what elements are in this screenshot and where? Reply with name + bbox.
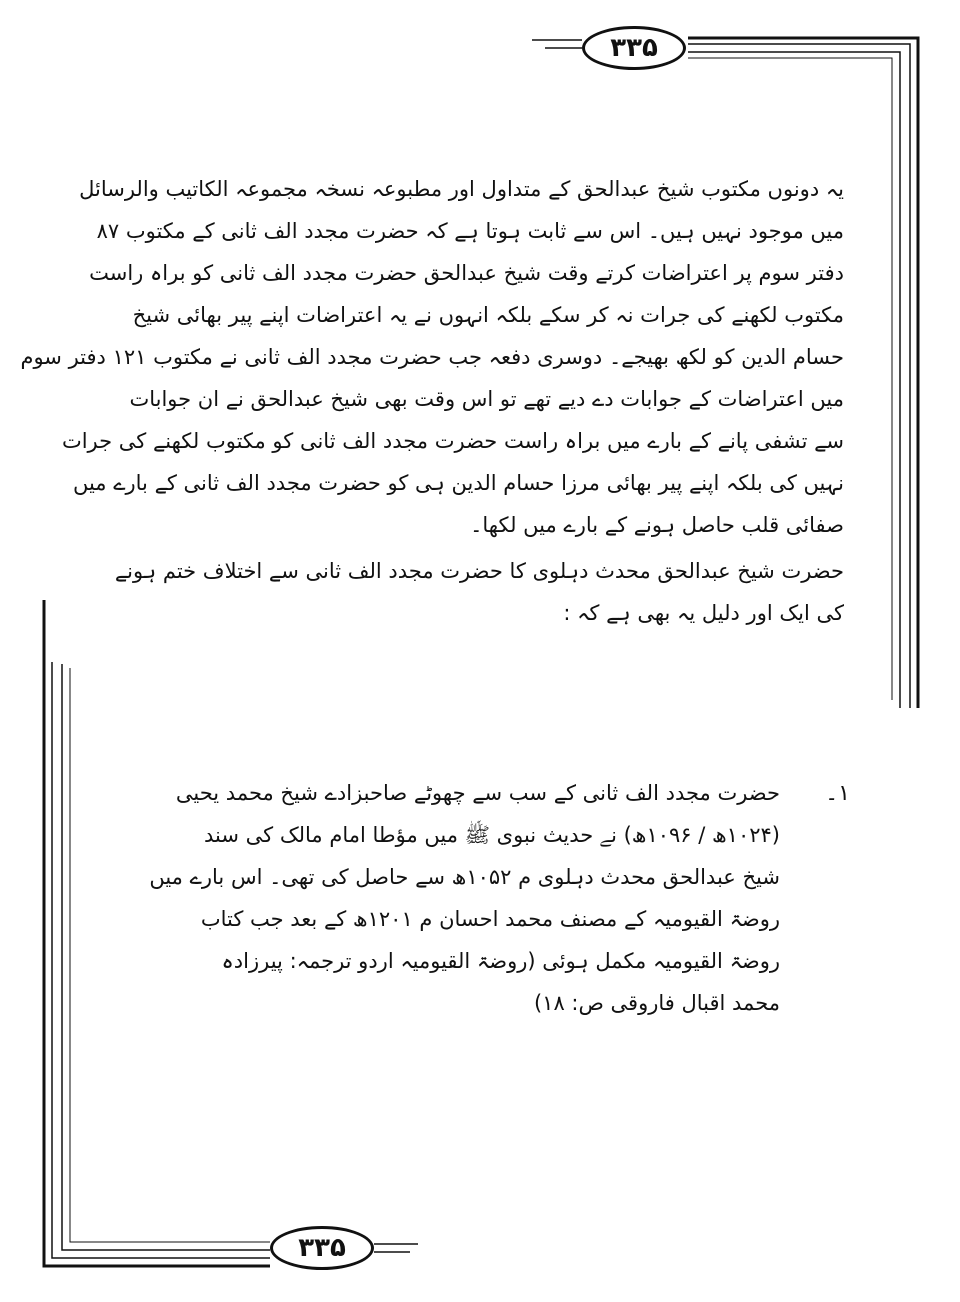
list-item-number: ۱۔ [825, 781, 850, 806]
paragraph-line: میں اعتراضات کے جوابات دے دیے تھے تو اس وقت بھی شیخ عبدالحق نے ان جوابات [129, 387, 844, 411]
list-item-line: روضۃ القیومیہ کے مصنف محمد احسان م ۱۲۰۱ھ کے بعد جب کتاب [200, 907, 780, 931]
list-item-line: روضۃ القیومیہ مکمل ہوئی (روضۃ القیومیہ اردو ترجمہ: پیرزادہ [221, 949, 780, 973]
paragraph-line: مکتوب لکھنے کی جرات نہ کر سکے بلکہ انہوں نے یہ اعتراضات اپنے پیر بھائی شیخ [132, 303, 844, 327]
list-item-line: شیخ عبدالحق محدث دہلوی م ۱۰۵۲ھ سے حاصل کی تھی۔ اس بارے میں [149, 865, 780, 889]
paragraph-line: یہ دونوں مکتوب شیخ عبدالحق کے متداول اور مطبوعہ نسخہ مجموعہ الکاتیب والرسائل [79, 177, 844, 201]
page-number-top: ۳۳۵ [582, 26, 686, 70]
paragraph-line: حسام الدین کو لکھ بھیجے۔ دوسری دفعہ جب حضرت مجدد الف ثانی نے مکتوب ۱۲۱ دفتر سوم [20, 345, 844, 369]
list-item-1 [150, 772, 850, 1024]
paragraph-line: میں موجود نہیں ہیں۔ اس سے ثابت ہوتا ہے کہ حضرت مجدد الف ثانی کے مکتوب ۸۷ [96, 219, 844, 243]
paragraph-line: دفتر سوم پر اعتراضات کرتے وقت شیخ عبدالحق حضرت مجدد الف ثانی کو براہ راست [89, 261, 844, 285]
paragraph-line: نہیں کی بلکہ اپنے پیر بھائی مرزا حسام الدین ہی کو حضرت مجدد الف ثانی کے بارے میں [72, 471, 844, 495]
paragraph-line: حضرت شیخ عبدالحق محدث دہلوی کا حضرت مجدد الف ثانی سے اختلاف ختم ہونے [114, 559, 844, 583]
paragraph-line: کی ایک اور دلیل یہ بھی ہے کہ : [563, 601, 844, 625]
paragraph-2 [114, 550, 844, 634]
paragraph-line: سے تشفی پانے کے بارے میں براہ راست حضرت مجدد الف ثانی کو مکتوب لکھنے کی جرات [61, 429, 844, 453]
paragraph-line: صفائی قلب حاصل ہونے کے بارے میں لکھا۔ [470, 513, 844, 537]
list-item-line: حضرت مجدد الف ثانی کے سب سے چھوٹے صاحبزادے شیخ محمد یحیی [175, 781, 780, 805]
page-number-bottom: ۳۳۵ [270, 1226, 374, 1270]
body-text [20, 168, 844, 634]
list-item-line: محمد اقبال فاروقی ص: ۱۸) [533, 991, 780, 1015]
paragraph-1 [20, 168, 844, 546]
list-item-body [149, 772, 780, 1024]
list-item-line: (۱۰۲۴ھ / ۱۰۹۶ھ) نے حدیث نبوی ﷺ میں مؤطا امام مالک کی سند [204, 823, 780, 847]
